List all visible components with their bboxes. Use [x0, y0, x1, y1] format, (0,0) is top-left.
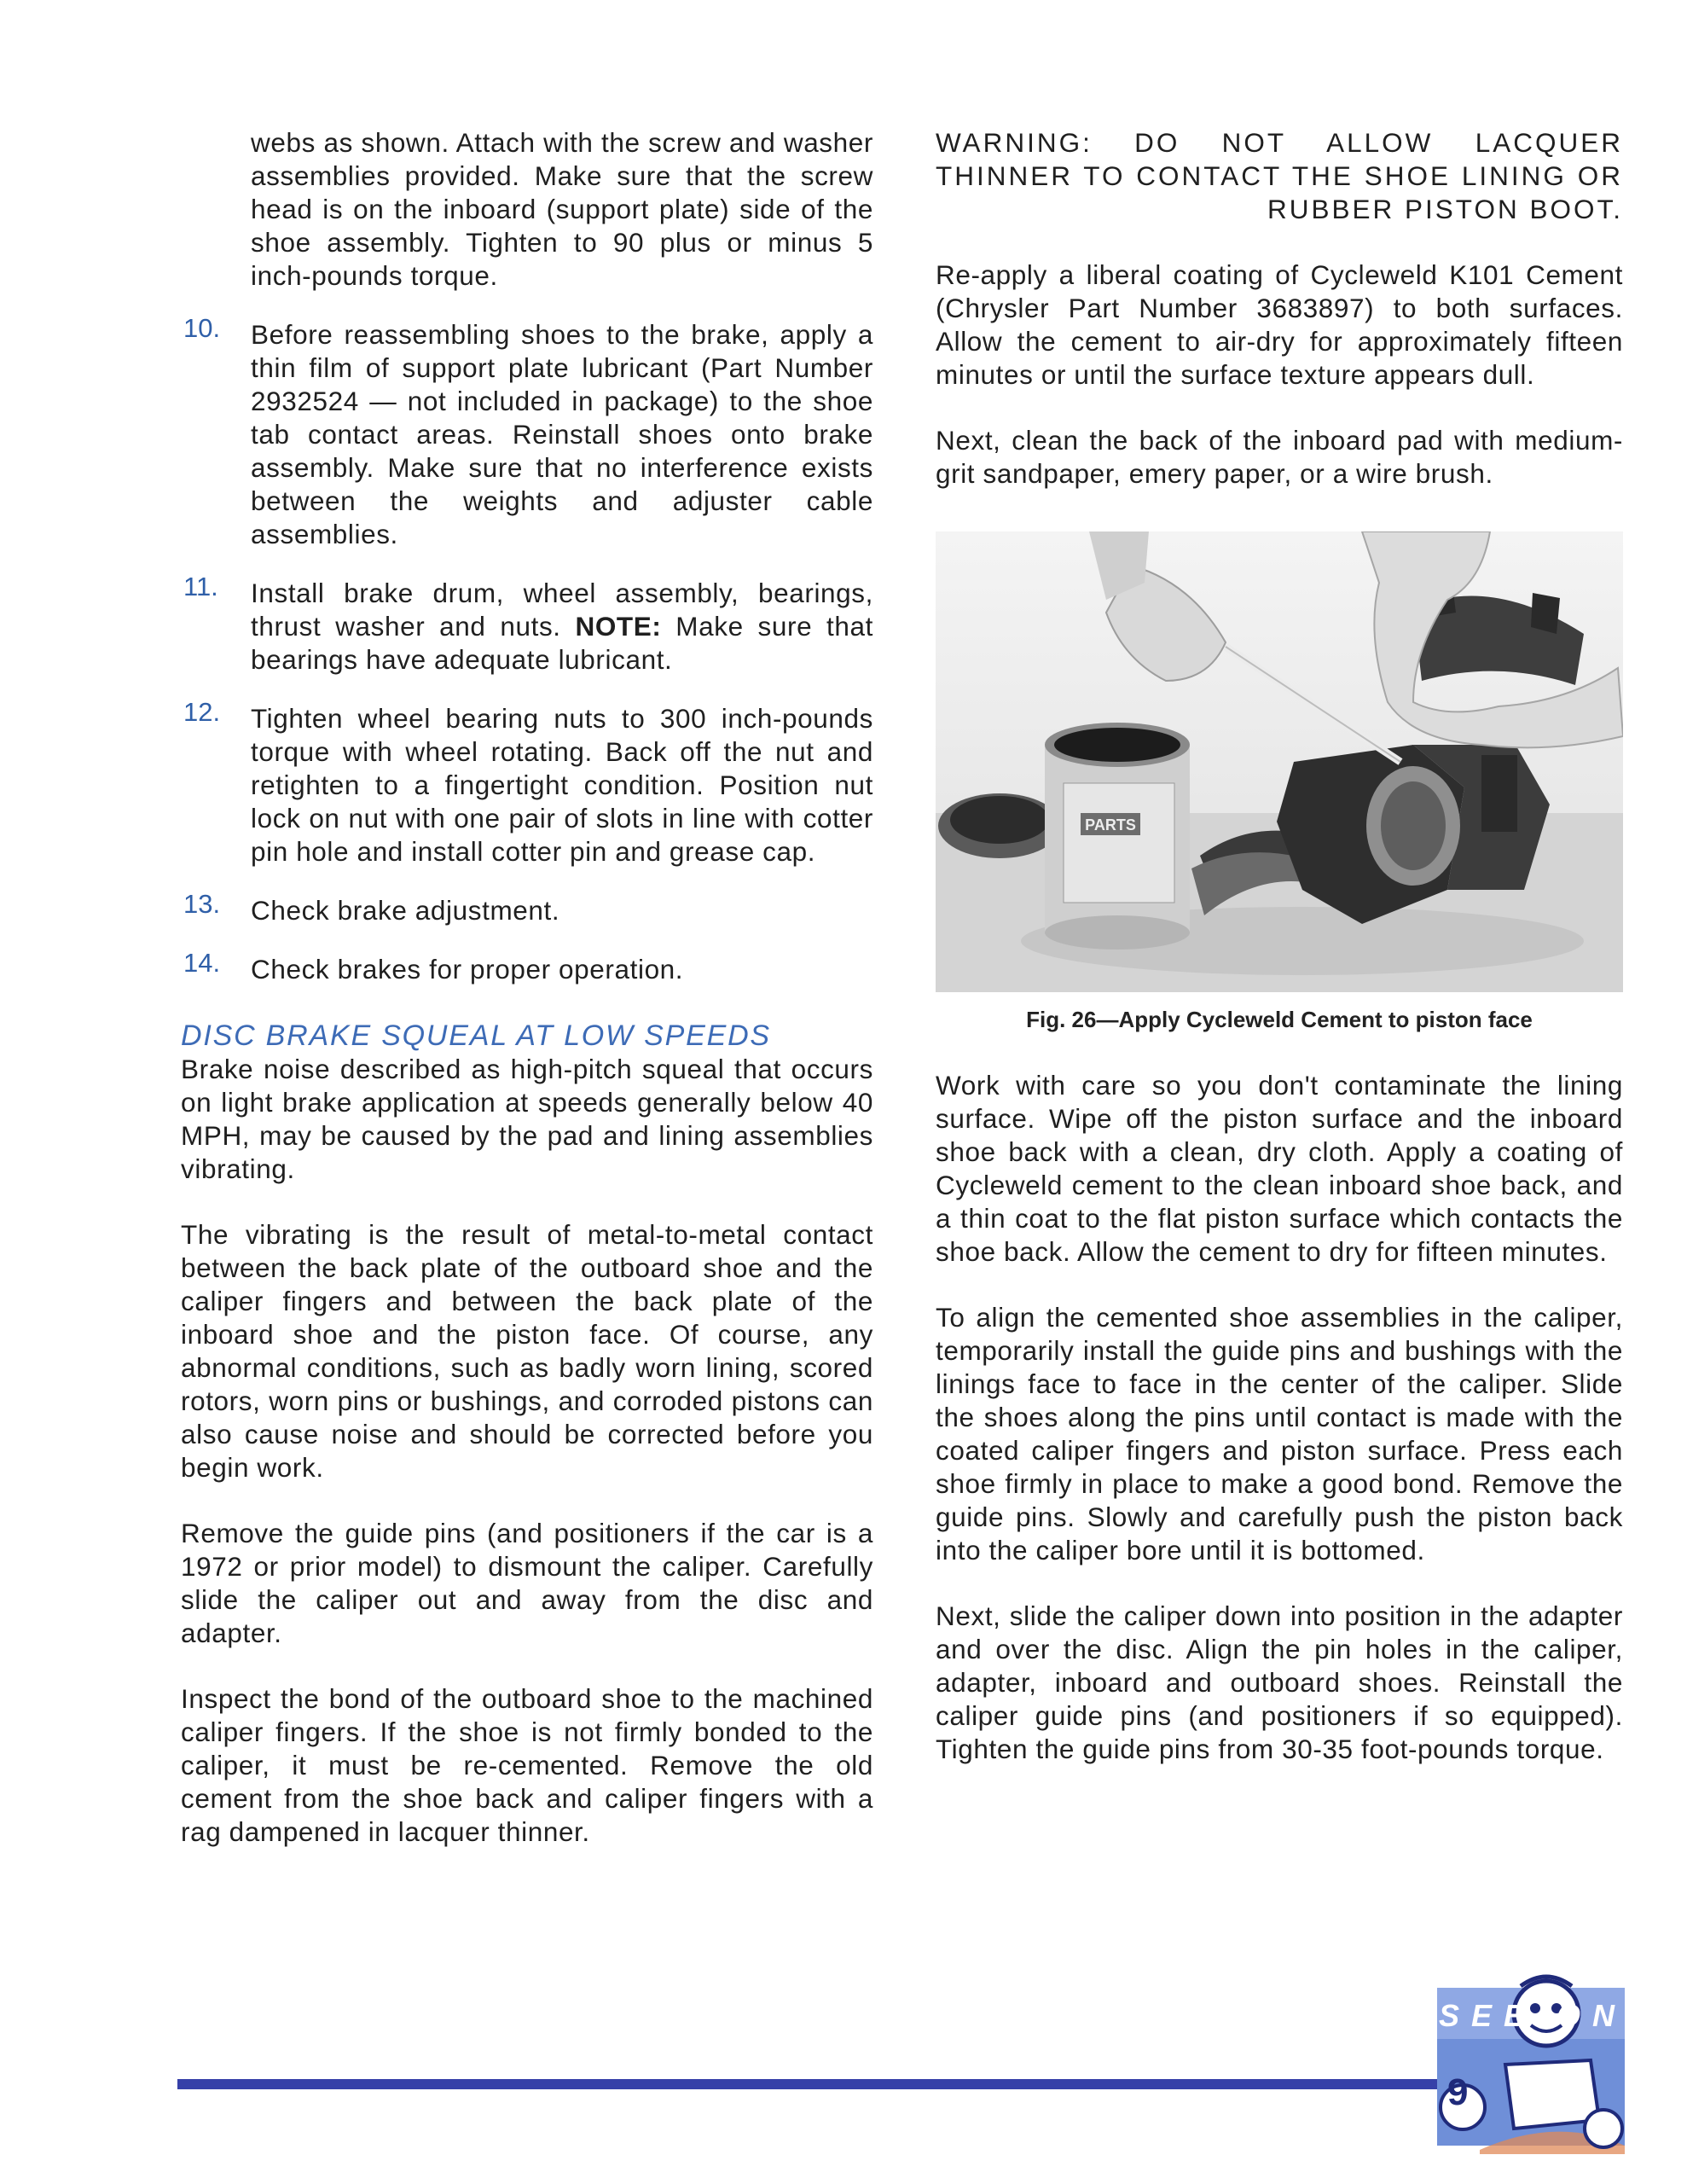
step-14 — [181, 948, 873, 986]
warning-notice: WARNING: DO NOT ALLOW LACQUER THINNER TO CONTACT THE SHOE LINING OR RUBBER PISTON BOOT. — [936, 127, 1623, 224]
step-10 — [181, 313, 873, 551]
paragraph: Inspect the bond of the outboard shoe to the machined caliper fingers. If the shoe is not firmly bonded to the caliper, it must be re-cemented. Remove the old cement from the shoe back and caliper fingers with a rag dampened in lacquer thinner. — [181, 1683, 873, 1847]
step-12 — [181, 697, 873, 868]
cement-application-illustration — [936, 531, 1623, 992]
step-number: 14. — [183, 948, 221, 978]
step-13 — [181, 889, 873, 927]
left-column — [181, 126, 873, 1849]
step-number: 10. — [183, 313, 221, 343]
figure-photo — [936, 531, 1623, 992]
step-text: Check brake adjustment. — [251, 895, 560, 926]
step-9-continuation: webs as shown. Attach with the screw and washer assemblies provided. Make sure that the screw head is on the inboard (support plate) side of the shoe assembly. Tighten to 90 plus or minus 5 inch-pounds torque. — [251, 127, 873, 291]
paragraph: Work with care so you don't contaminate the lining surface. Wipe off the piston surface and the inboard shoe back with a clean, dry cloth. Apply a coating of Cycleweld cement to the clean inboard shoe back, and a thin coat to the flat piston surface which contacts the shoe back. Allow the cement to dry for fifteen minutes. — [936, 1070, 1623, 1267]
step-text: Tighten wheel bearing nuts to 300 inch-pounds torque with wheel rotating. Back off the nut and retighten to a fingertight condition. Position nut lock on nut with one pair of slots in line with cotter pin hole and install cotter pin and grease cap. — [251, 703, 873, 867]
step-number: 11. — [183, 572, 218, 601]
step-number: 13. — [183, 889, 221, 919]
step-text: Before reassembling shoes to the brake, apply a thin film of support plate lubricant (Part Number 2932524 — not included in package) to the shoe tab contact areas. Reinstall shoes onto brake assembly. Make sure that no interference exists between the weights and adjuster cable assemblies. — [251, 319, 873, 549]
paragraph: Brake noise described as high-pitch squeal that occurs on light brake application at speeds generally below 40 MPH, may be caused by the pad and lining assemblies vibrating. — [181, 1054, 873, 1184]
footer-rule — [177, 2079, 1446, 2089]
note-label: NOTE: — [575, 611, 662, 642]
step-text — [251, 577, 873, 677]
page-badge — [1429, 1971, 1633, 2167]
right-column — [936, 126, 1623, 1766]
paragraph: The vibrating is the result of metal-to-metal contact between the back plate of the outboard shoe and the caliper fingers and between the back plate of the inboard shoe and the piston face. Of course, any abnormal conditions, such as badly worn lining, scored rotors, worn pins or bushings, and corroded pistons can also cause noise and should be corrected before you begin work. — [181, 1219, 873, 1483]
paragraph: Re-apply a liberal coating of Cycleweld K101 Cement (Chrysler Part Number 3683897) to both surfaces. Allow the cement to air-dry for approximately fifteen minutes or until the surface texture appears dull. — [936, 259, 1623, 390]
paragraph: Next, slide the caliper down into position in the adapter and over the disc. Align the pin holes in the caliper, adapter, inboard and outboard shoes. Reinstall the caliper guide pins (and positioners if so equipped). Tighten the guide pins from 30-35 foot-pounds torque. — [936, 1600, 1623, 1764]
badge-text: SEE ON — [1439, 1998, 1627, 2033]
paragraph: Next, clean the back of the inboard pad with medium-grit sandpaper, emery paper, or a wire brush. — [936, 425, 1623, 489]
section-heading: DISC BRAKE SQUEAL AT LOW SPEEDS — [181, 1019, 771, 1052]
step-number: 12. — [183, 697, 221, 727]
step-text-after: Make sure that bearings have adequate lubricant. — [251, 611, 873, 675]
step-text-before: Install brake drum, wheel assembly, bearings, thrust washer and nuts. — [251, 578, 873, 642]
step-11 — [181, 572, 873, 677]
figure-caption: Fig. 26—Apply Cycleweld Cement to piston face — [1026, 1007, 1533, 1032]
can-label: PARTS — [1085, 816, 1136, 834]
page-number: 9 — [1447, 2071, 1469, 2113]
step-text: Check brakes for proper operation. — [251, 954, 684, 985]
paragraph: To align the cemented shoe assemblies in the caliper, temporarily install the guide pins and bushings with the linings face to face in the center of the caliper. Slide the shoes along the pins until contact is made with the coated caliper fingers and piston surface. Press each shoe firmly in place to make a good bond. Remove the guide pins. Slowly and carefully push the piston back into the caliper bore until it is bottomed. — [936, 1302, 1623, 1565]
paragraph: Remove the guide pins (and positioners if the car is a 1972 or prior model) to dismount the caliper. Carefully slide the caliper out and away from the disc and adapter. — [181, 1518, 873, 1648]
